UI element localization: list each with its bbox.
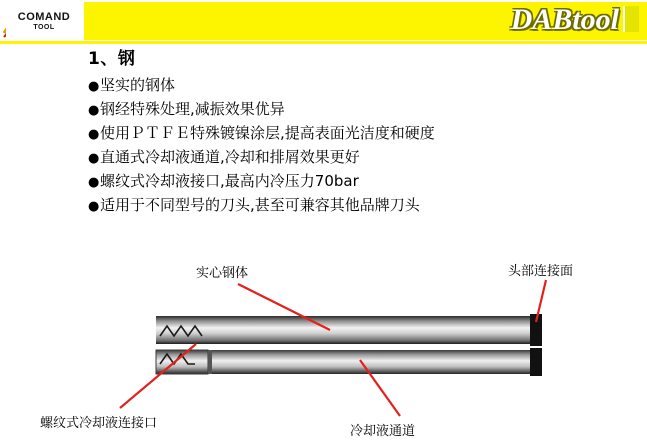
list-item-label: 适用于不同型号的刀头,甚至可兼容其他品牌刀头 (100, 196, 420, 214)
company-logo (6, 4, 82, 38)
list-item (88, 123, 628, 145)
list-item-label: 螺纹式冷却液接口,最高内冷压力70bar (100, 172, 359, 190)
list-item-label: 钢经特殊处理,减振效果优异 (100, 100, 285, 118)
list-item (88, 99, 628, 121)
bullet-icon: ● (88, 151, 100, 166)
list-item (88, 195, 628, 217)
list-item (88, 171, 628, 193)
brand-title: DABtool (510, 3, 619, 36)
list-item (88, 147, 628, 169)
logo-subtext: TOOL (33, 23, 55, 31)
figure-label-coolant-port: 螺纹式冷却液连接口 (40, 416, 158, 431)
product-diagram (0, 240, 647, 447)
page-title: 1、钢 (88, 49, 136, 69)
logo-wordmark: COMAND (17, 10, 71, 23)
figure-label-coolant-channel: 冷却液通道 (350, 424, 416, 439)
list-item-label: 坚实的钢体 (100, 76, 176, 94)
brand-mark-icon (623, 6, 639, 32)
bullet-icon: ● (88, 199, 100, 214)
figure-label-solid-body: 实心钢体 (196, 266, 249, 281)
bullet-icon: ● (88, 175, 100, 190)
bullet-icon: ● (88, 103, 100, 118)
bullet-icon: ● (88, 79, 100, 94)
list-item-label: 使用ＰＴＦＥ特殊镀镍涂层,提高表面光洁度和硬度 (100, 124, 435, 142)
figure-label-head-interface: 头部连接面 (508, 264, 574, 279)
content-block (88, 44, 628, 219)
slide-header (0, 0, 647, 44)
bullet-icon: ● (88, 127, 100, 142)
list-item (88, 75, 628, 97)
feature-list (88, 75, 628, 217)
list-item-label: 直通式冷却液通道,冷却和排屑效果更好 (100, 148, 360, 166)
